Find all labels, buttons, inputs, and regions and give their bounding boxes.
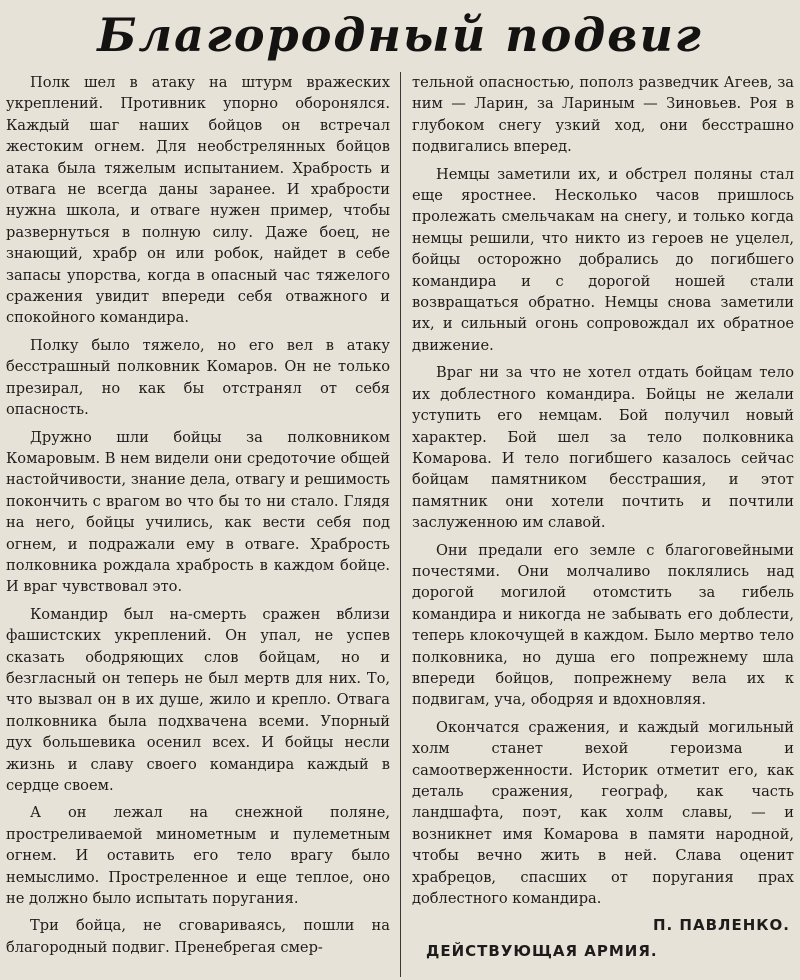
paragraph: Три бойца, не сговариваясь, пошли на благородный подвиг. Пренебрегая смер- (6, 917, 390, 956)
paragraph: Командир был на-смерть сражен вблизи фашистских укреплений. Он упал, не успев сказать ободряющих слов бойцам, но и безгласный он теперь не был мертв для них. То, что вызвал он в их душе, жило и крепло. Отвага полковника была подхвачена всеми. Упорный дух большевика осенил всех. И бойцы несли жизнь и славу своего командира каждый в сердце своем. (6, 605, 390, 794)
paragraph-continuation: тельной опасностью, пополз разведчик Агеев, за ним — Ларин, за Лариным — Зиновьев. Роя в глубоком снегу узкий ход, они бесстрашно подвигались вперед. (412, 74, 794, 156)
paragraph: Полк шел в атаку на штурм вражеских укреплений. Противник упорно оборонялся. Каждый шаг наших бойцов он встречал жестоким огнем. Для необстрелянных бойцов атака была тяжелым испытанием. Храбрость и отвага не всегда даны заранее. И храбрости нужна школа, и отваге нужен пример, чтобы развернуться в полную силу. Даже боец, не знающий, храбр он или робок, найдет в себе запасы упорства, когда в опасный час тяжелого сражения увидит впереди себя отважного и спокойного командира. (6, 74, 390, 327)
column-divider (400, 72, 401, 977)
paragraph: Они предали его земле с благоговейными почестями. Они молчаливо поклялись над дорогой могилой отомстить за гибель командира и никогда не забывать его доблести, теперь клокочущей в каждом. Было мертво тело полковника, но душа его попрежнему шла впереди бойцов, попрежнему вела их к подвигам, уча, ободряя и вдохновляя. (412, 541, 794, 709)
paragraph: Немцы заметили их, и обстрел поляны стал еще яростнее. Несколько часов пришлось пролежать смельчакам на снегу, и только когда немцы решили, что никто из героев не уцелел, бойцы осторожно добрались до погибшего командира и с дорогой ношей стали возвращаться обратно. Немцы снова заметили их, и сильный огонь сопровождал их обратное движение. (412, 165, 794, 354)
paragraph: А он лежал на снежной поляне, простреливаемой минометным и пулеметным огнем. И оставить его тело врагу было немыслимо. Простреленное и еще теплое, оно не должно было испытать поругания. (6, 804, 390, 908)
right-column (412, 72, 794, 962)
paragraph: Дружно шли бойцы за полковником Комаровым. В нем видели они средоточие общей настойчивости, знание дела, отвагу и решимость покончить с врагом во что бы то ни стало. Глядя на него, бойцы учились, как вести себя под огнем, и подражали ему в отваге. Храбрость полковника рождала храбрость в каждом бойце. И враг чувствовал это. (6, 428, 390, 596)
dateline: ДЕЙСТВУЮЩАЯ АРМИЯ. (426, 941, 658, 960)
author-signature: П. ПАВЛЕНКО. (652, 916, 790, 935)
paragraph: Окончатся сражения, и каждый могильный холм станет вехой героизма и самоотверженности. Историк отметит его, как деталь сражения, географ, как часть ландшафта, поэт, как холм славы, — и возникнет имя Комарова в памяти народной, чтобы вечно жить в ней. Слава оценит храбрецов, спасших от поругания прах доблестного командира. (412, 718, 794, 908)
left-column (6, 72, 390, 964)
paragraph: Враг ни за что не хотел отдать бойцам тело их доблестного командира. Бойцы не желали уступить его немцам. Бой получил новый характер. Бой шел за тело полковника Комарова. И тело погибшего казалось сейчас бойцам памятником бесстрашия, и этот памятник они хотели почтить и почтили заслуженною им славой. (412, 364, 794, 532)
paragraph: Полку было тяжело, но его вел в атаку бесстрашный полковник Комаров. Он не только презирал, но как бы отстранял от себя опасность. (6, 336, 390, 419)
article-headline: Благородный подвиг (97, 8, 703, 62)
